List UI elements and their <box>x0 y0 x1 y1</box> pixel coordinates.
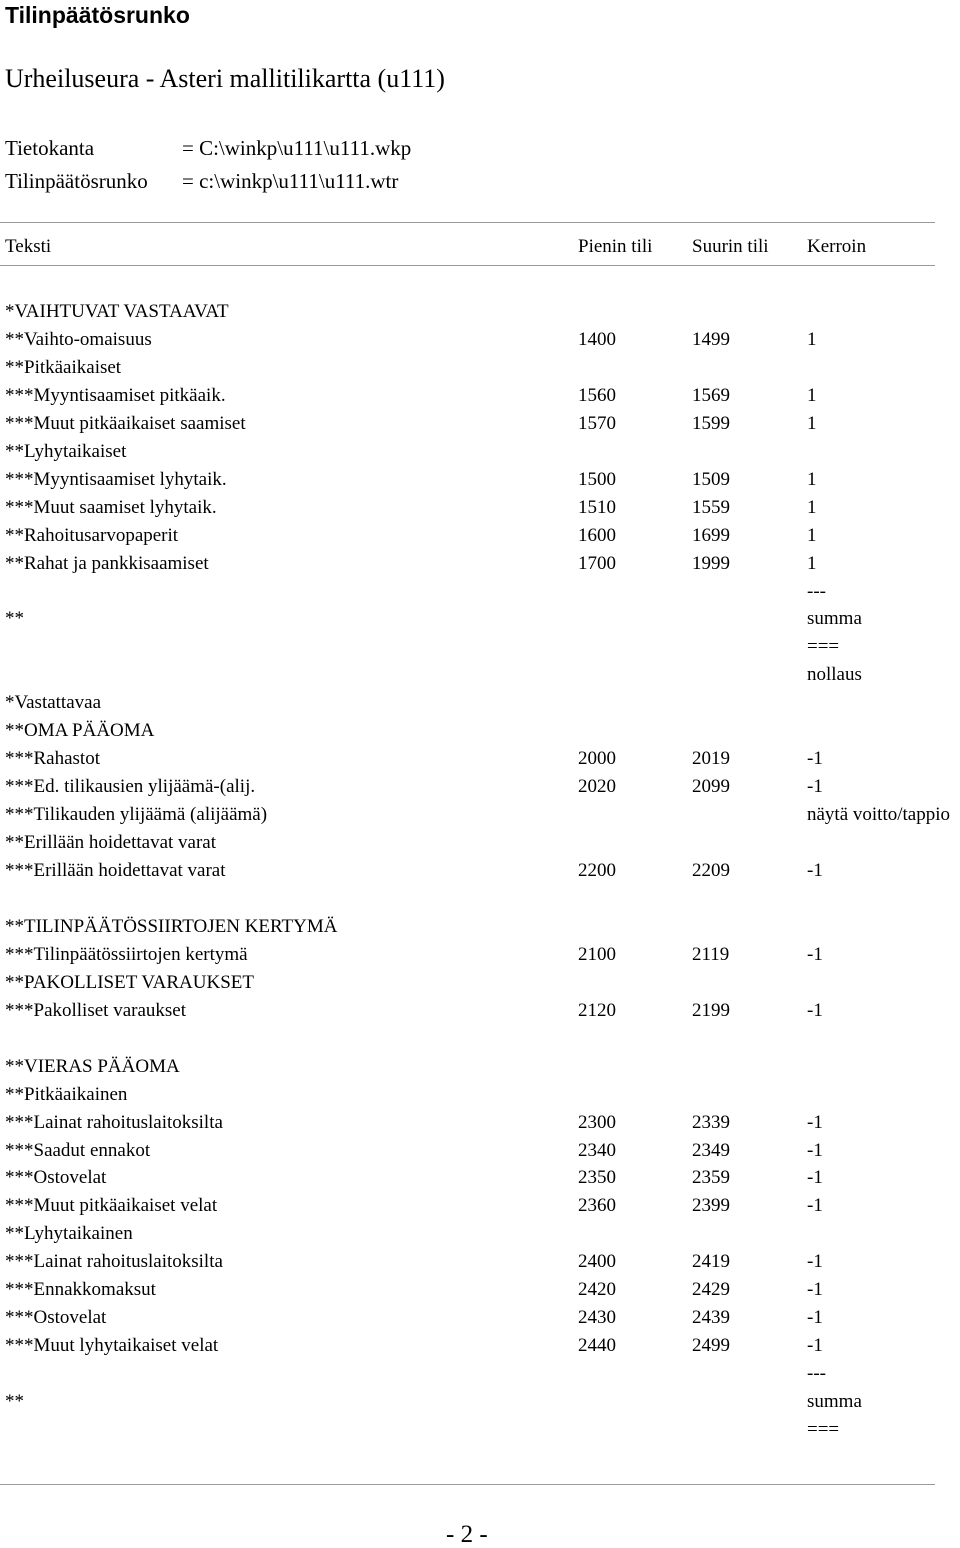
row-max-account: 2499 <box>692 1335 730 1357</box>
row-text: ***Pakolliset varaukset <box>5 999 186 1021</box>
row-text: ***Erillään hoidettavat varat <box>5 860 226 881</box>
row-min-account: 2120 <box>578 999 616 1021</box>
row-max-account: 1699 <box>692 524 730 546</box>
divider-header <box>0 265 935 266</box>
row-text: **TILINPÄÄTÖSSIIRTOJEN KERTYMÄ <box>5 915 338 937</box>
row-min-account: 2020 <box>578 776 616 798</box>
row-coefficient: summa <box>807 1391 862 1413</box>
row-coefficient: näytä voitto/tappio <box>807 804 951 826</box>
column-header-coefficient: Kerroin <box>807 236 867 257</box>
row-text: *VAIHTUVAT VASTAAVAT <box>5 301 229 322</box>
row-text: ***Tilinpäätössiirtojen kertymä <box>5 943 248 965</box>
row-text: **Rahat ja pankkisaamiset <box>5 552 209 574</box>
table-row <box>0 1057 960 1079</box>
column-header-text: Teksti <box>5 236 52 257</box>
table-row <box>0 1001 960 1023</box>
row-text: **Pitkäaikaiset <box>5 356 122 378</box>
table-row <box>0 1085 960 1107</box>
row-min-account: 2430 <box>578 1307 616 1329</box>
row-text: ***Saadut ennakot <box>5 1139 151 1161</box>
row-text: ***Ostovelat <box>5 1307 107 1329</box>
row-coefficient: -1 <box>807 1195 823 1217</box>
row-coefficient: === <box>807 636 840 658</box>
row-min-account: 2400 <box>578 1251 616 1273</box>
row-coefficient: -1 <box>807 776 823 798</box>
page-title: Tilinpäätösrunko <box>5 2 190 28</box>
info-label-database: Tietokanta <box>5 136 95 160</box>
table-row <box>0 1196 960 1218</box>
table-row <box>0 833 960 855</box>
row-coefficient: -1 <box>807 748 823 770</box>
page-subtitle: Urheiluseura - Asteri mallitilikartta (u111) <box>5 64 445 93</box>
row-text: **Rahoitusarvopaperit <box>5 524 179 546</box>
row-min-account: 1570 <box>578 412 616 434</box>
table-row <box>0 777 960 799</box>
divider-top <box>0 222 935 223</box>
table-row <box>0 721 960 743</box>
table-row <box>0 302 960 324</box>
table-row <box>0 917 960 939</box>
row-min-account: 2360 <box>578 1195 616 1217</box>
table-row <box>0 889 960 911</box>
row-coefficient: 1 <box>807 328 817 350</box>
row-text: *Vastattavaa <box>5 692 102 714</box>
row-coefficient: --- <box>807 1363 826 1385</box>
row-text: ***Muut pitkäaikaiset velat <box>5 1195 218 1217</box>
row-coefficient: -1 <box>807 1307 823 1329</box>
row-text: ** <box>5 1391 24 1413</box>
row-text: ***Tilikauden ylijäämä (alijäämä) <box>5 804 268 826</box>
row-min-account: 1600 <box>578 524 616 546</box>
divider-bottom <box>0 1484 935 1485</box>
table-row <box>0 1308 960 1330</box>
table-row <box>0 414 960 436</box>
row-text: ***Muut lyhytaikaiset velat <box>5 1335 219 1357</box>
row-text: ***Lainat rahoituslaitoksilta <box>5 1251 223 1273</box>
row-text: ***Myyntisaamiset lyhytaik. <box>5 468 227 490</box>
row-text: **Pitkäaikainen <box>5 1083 128 1105</box>
row-min-account: 1510 <box>578 496 616 518</box>
row-coefficient: -1 <box>807 1111 823 1133</box>
column-header-min-account: Pienin tili <box>578 236 653 257</box>
column-header-max-account: Suurin tili <box>692 236 769 257</box>
row-text: **Erillään hoidettavat varat <box>5 832 217 854</box>
table-row <box>0 749 960 771</box>
info-label-closing-frame: Tilinpäätösrunko <box>5 169 148 193</box>
row-coefficient: --- <box>807 580 826 602</box>
row-max-account: 1509 <box>692 468 730 490</box>
row-text: **Lyhytaikainen <box>5 1223 133 1245</box>
row-coefficient: 1 <box>807 384 817 406</box>
row-max-account: 2349 <box>692 1139 730 1161</box>
row-coefficient: -1 <box>807 860 823 881</box>
row-coefficient: -1 <box>807 1279 823 1301</box>
row-max-account: 2399 <box>692 1195 730 1217</box>
row-min-account: 2300 <box>578 1111 616 1133</box>
row-text: ***Myyntisaamiset pitkäaik. <box>5 384 226 406</box>
table-row <box>0 1113 960 1135</box>
table-row <box>0 1280 960 1302</box>
row-max-account: 1499 <box>692 328 730 350</box>
table-row <box>0 386 960 408</box>
table-row <box>0 442 960 464</box>
row-min-account: 1560 <box>578 384 616 406</box>
row-text: ** <box>5 608 24 630</box>
row-text: ***Rahastot <box>5 748 100 770</box>
page-number: - 2 - <box>446 1521 488 1548</box>
row-coefficient: -1 <box>807 1139 823 1161</box>
row-coefficient: nollaus <box>807 664 862 686</box>
row-text: **Vaihto-omaisuus <box>5 328 152 350</box>
row-min-account: 2420 <box>578 1279 616 1301</box>
row-min-account: 2440 <box>578 1335 616 1357</box>
row-text: ***Muut pitkäaikaiset saamiset <box>5 412 246 434</box>
row-max-account: 2439 <box>692 1307 730 1329</box>
row-min-account: 1500 <box>578 468 616 490</box>
row-text: ***Ed. tilikausien ylijäämä-(alij. <box>5 776 256 798</box>
table-row <box>0 498 960 520</box>
row-max-account: 1559 <box>692 496 730 518</box>
row-max-account: 2199 <box>692 999 730 1021</box>
table-row <box>0 526 960 548</box>
row-text: **PAKOLLISET VARAUKSET <box>5 971 254 993</box>
row-min-account: 2100 <box>578 943 616 965</box>
row-max-account: 2429 <box>692 1279 730 1301</box>
row-text: **OMA PÄÄOMA <box>5 720 155 742</box>
table-row <box>0 1141 960 1163</box>
table-row <box>0 861 960 883</box>
row-coefficient: summa <box>807 608 862 630</box>
info-value-closing-frame: = c:\winkp\u111\u111.wtr <box>182 169 399 193</box>
table-row <box>0 330 960 352</box>
table-row <box>0 637 960 659</box>
row-text: ***Muut saamiset lyhytaik. <box>5 496 217 518</box>
row-text: **VIERAS PÄÄOMA <box>5 1055 180 1077</box>
table-row <box>0 554 960 576</box>
table-row <box>0 693 960 715</box>
row-text: ***Ennakkomaksut <box>5 1279 156 1301</box>
row-text: ***Ostovelat <box>5 1167 107 1189</box>
table-row <box>0 1224 960 1246</box>
row-coefficient: 1 <box>807 412 817 434</box>
row-max-account: 2419 <box>692 1251 730 1273</box>
row-min-account: 1700 <box>578 552 616 574</box>
table-row <box>0 1336 960 1358</box>
row-max-account: 2209 <box>692 860 730 881</box>
table-row <box>0 470 960 492</box>
row-max-account: 2099 <box>692 776 730 798</box>
row-min-account: 2000 <box>578 748 616 770</box>
table-row <box>0 665 960 687</box>
row-coefficient: -1 <box>807 1167 823 1189</box>
table-row <box>0 1168 960 1190</box>
table-row <box>0 1420 960 1442</box>
row-max-account: 1569 <box>692 384 730 406</box>
row-coefficient: 1 <box>807 496 817 518</box>
row-coefficient: -1 <box>807 943 823 965</box>
row-max-account: 2339 <box>692 1111 730 1133</box>
table-row <box>0 582 960 604</box>
row-max-account: 2119 <box>692 943 730 965</box>
table-row <box>0 609 960 631</box>
row-coefficient: -1 <box>807 1251 823 1273</box>
row-max-account: 1999 <box>692 552 730 574</box>
row-min-account: 2340 <box>578 1139 616 1161</box>
row-coefficient: 1 <box>807 468 817 490</box>
row-min-account: 2200 <box>578 860 616 881</box>
table-row <box>0 1364 960 1386</box>
row-text: ***Lainat rahoituslaitoksilta <box>5 1111 223 1133</box>
row-min-account: 1400 <box>578 328 616 350</box>
table-row <box>0 1029 960 1051</box>
row-coefficient: 1 <box>807 552 817 574</box>
row-text: **Lyhytaikaiset <box>5 440 127 462</box>
row-max-account: 2359 <box>692 1167 730 1189</box>
row-max-account: 2019 <box>692 748 730 770</box>
table-row <box>0 973 960 995</box>
row-max-account: 1599 <box>692 412 730 434</box>
info-value-database: = C:\winkp\u111\u111.wkp <box>182 136 412 160</box>
row-coefficient: === <box>807 1419 840 1440</box>
row-min-account: 2350 <box>578 1167 616 1189</box>
row-coefficient: 1 <box>807 524 817 546</box>
row-coefficient: -1 <box>807 1335 823 1357</box>
table-row <box>0 805 960 827</box>
table-row <box>0 358 960 380</box>
table-row <box>0 1252 960 1274</box>
row-coefficient: -1 <box>807 999 823 1021</box>
table-row <box>0 945 960 967</box>
table-row <box>0 1392 960 1414</box>
